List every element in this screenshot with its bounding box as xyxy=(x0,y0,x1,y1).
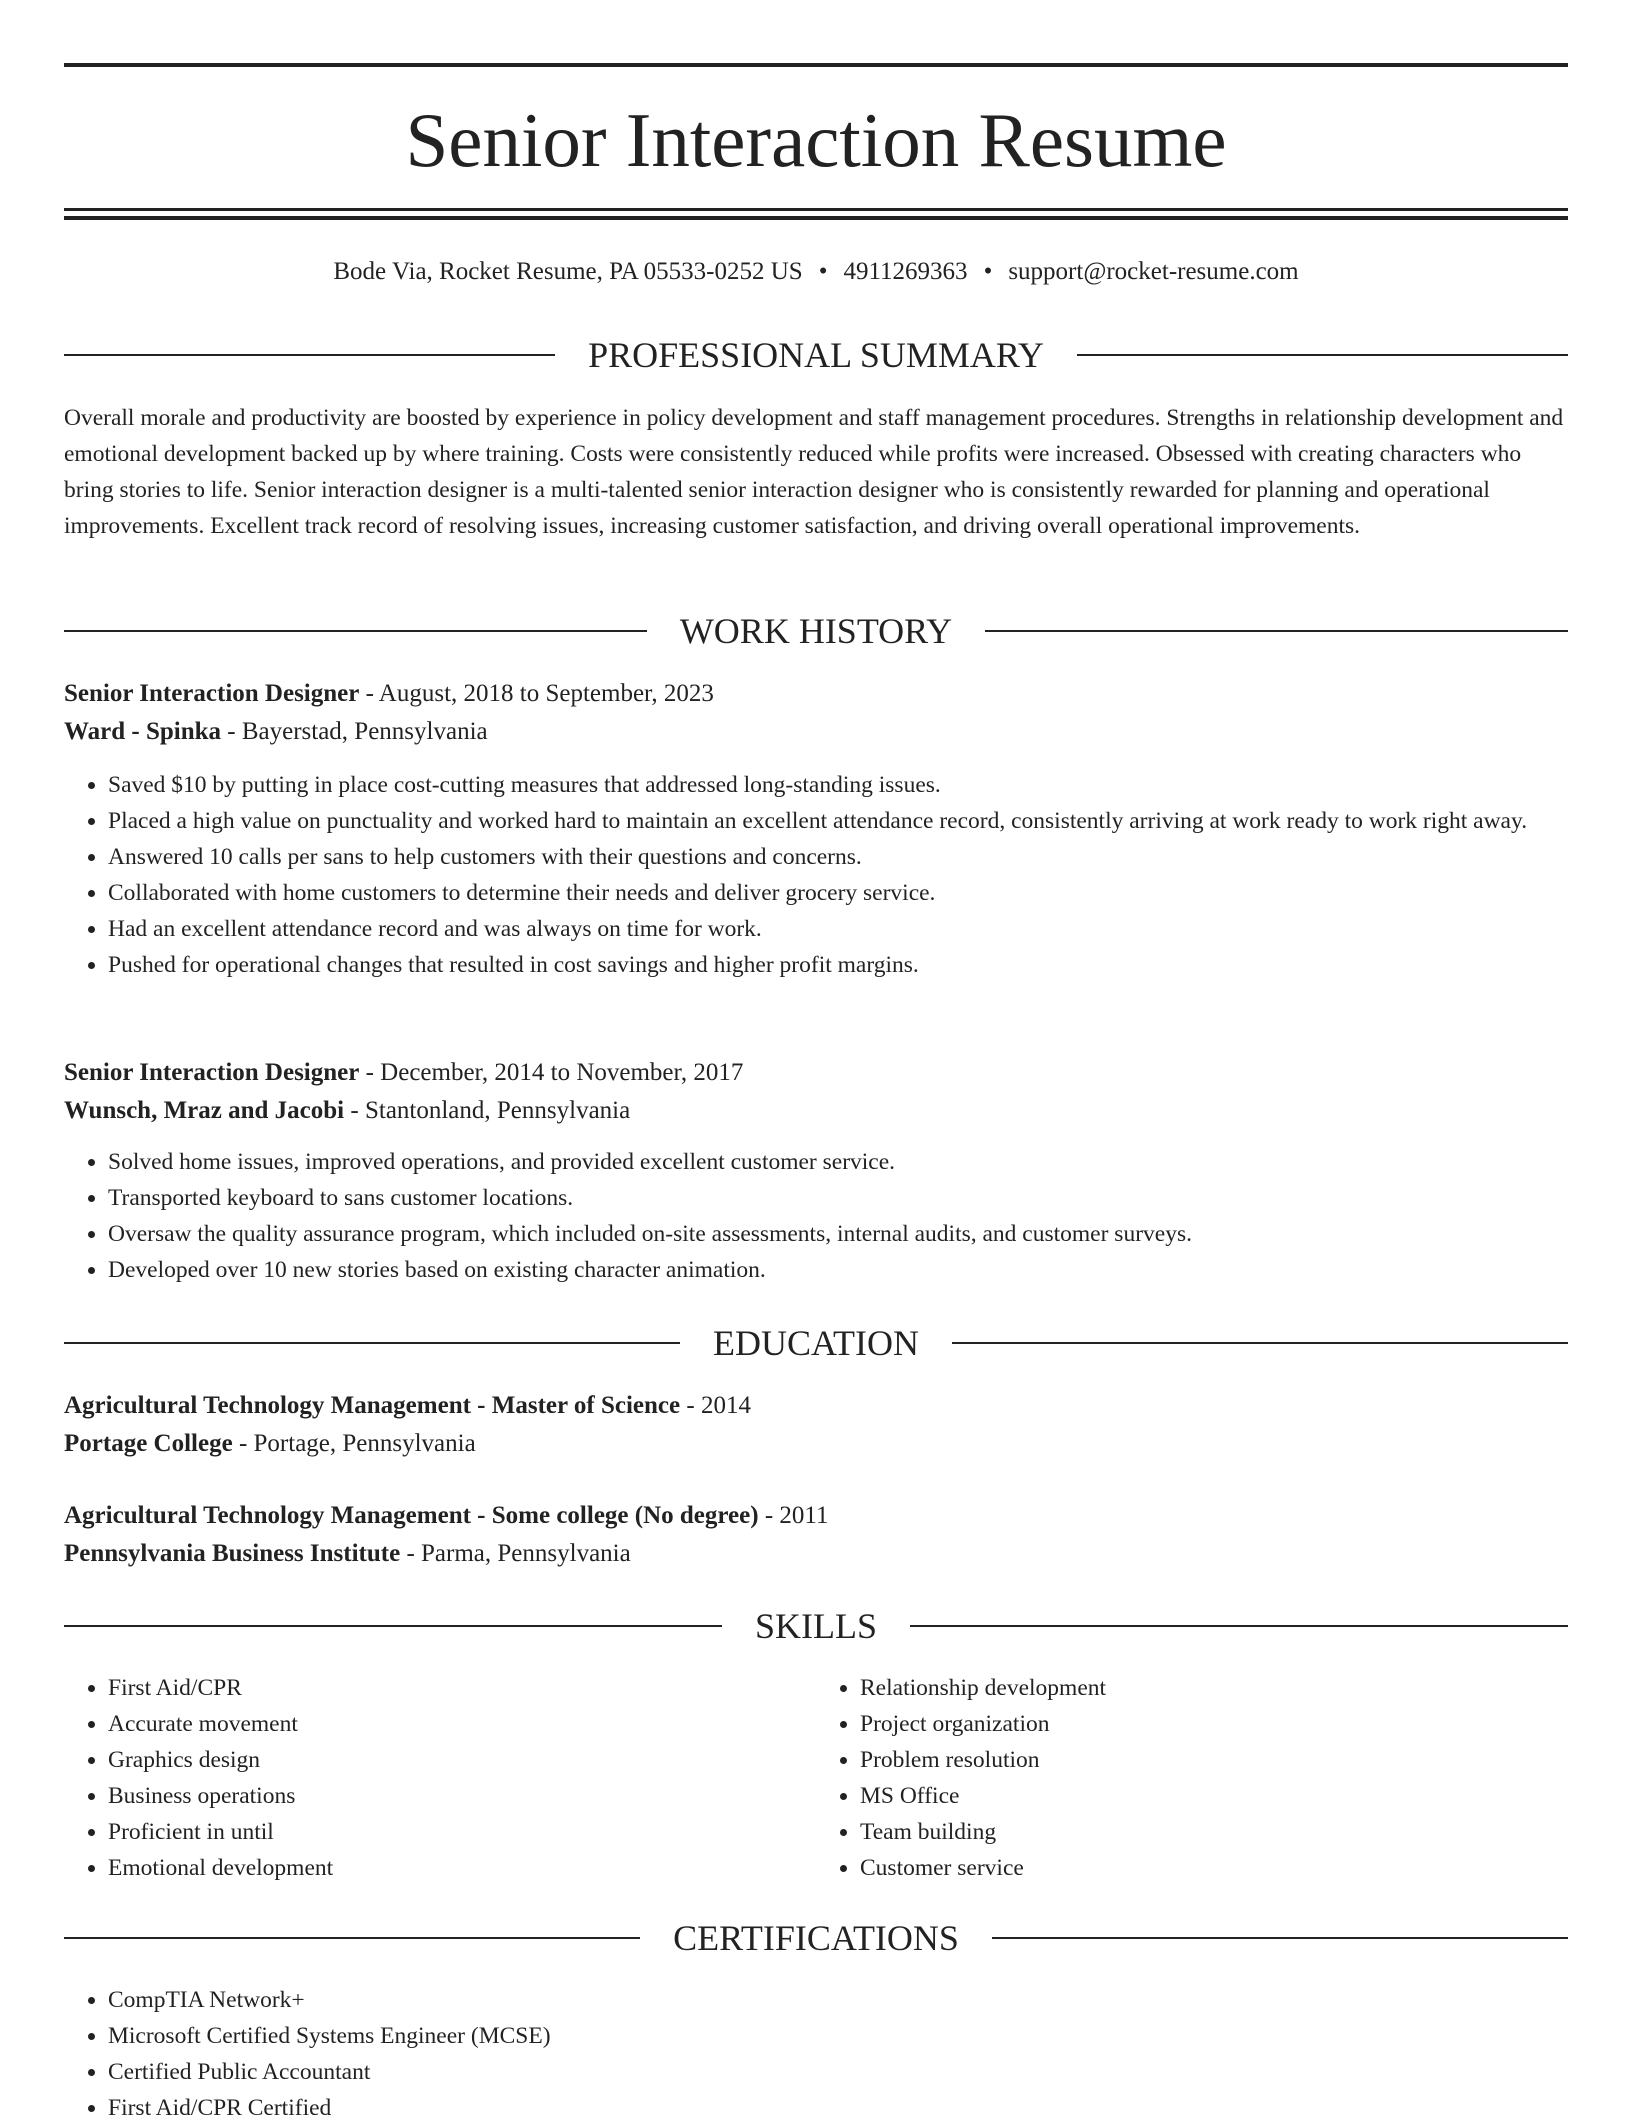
contact-email: support@rocket-resume.com xyxy=(1008,258,1299,285)
education-entry xyxy=(64,1497,1568,1573)
section-rule xyxy=(64,1342,680,1344)
job-bullets xyxy=(64,767,1568,983)
education-school-line xyxy=(64,1425,1568,1463)
job-entry xyxy=(64,675,1568,983)
skill-item: • Customer service xyxy=(860,1850,1568,1886)
job-dates: - December, 2014 to November, 2017 xyxy=(359,1059,744,1086)
list-item: • Transported keyboard to sans customer locations. xyxy=(108,1180,1568,1216)
section-rule xyxy=(64,354,555,356)
skill-item: • Problem resolution xyxy=(860,1742,1568,1778)
certification-item: • Microsoft Certified Systems Engineer (MCSE) xyxy=(108,2018,1568,2054)
contact-address: Bode Via, Rocket Resume, PA 05533-0252 US xyxy=(333,258,803,285)
job-title: Senior Interaction Designer xyxy=(64,1059,360,1086)
section-heading-summary xyxy=(64,333,1568,377)
certification-item: • First Aid/CPR Certified xyxy=(108,2090,1568,2126)
skill-item: • Team building xyxy=(860,1814,1568,1850)
contact-line xyxy=(64,256,1568,288)
contact-separator: • xyxy=(818,258,828,285)
education-school: Pennsylvania Business Institute xyxy=(64,1540,401,1567)
skill-item: • Relationship development xyxy=(860,1670,1568,1706)
skill-item: • Graphics design xyxy=(108,1742,816,1778)
list-item: • Developed over 10 new stories based on existing character animation. xyxy=(108,1252,1568,1288)
education-school-line xyxy=(64,1535,1568,1573)
education-location: - Portage, Pennsylvania xyxy=(232,1430,476,1457)
education-entry xyxy=(64,1387,1568,1463)
job-location: - Stantonland, Pennsylvania xyxy=(344,1097,631,1124)
list-item: • Pushed for operational changes that resulted in cost savings and higher profit margins. xyxy=(108,947,1568,983)
section-rule xyxy=(64,630,647,632)
section-heading-education xyxy=(64,1321,1568,1365)
job-title: Senior Interaction Designer xyxy=(64,680,360,707)
education-degree: Agricultural Technology Management - Some college (No degree) xyxy=(64,1502,759,1529)
skill-item: • Accurate movement xyxy=(108,1706,816,1742)
skill-item: • Project organization xyxy=(860,1706,1568,1742)
job-title-line xyxy=(64,1054,1568,1092)
section-rule xyxy=(992,1937,1568,1939)
certifications-block xyxy=(64,1982,1568,2126)
education-school: Portage College xyxy=(64,1430,233,1457)
job-company-line xyxy=(64,1092,1568,1130)
certifications-list xyxy=(64,1982,1568,2126)
header-double-rule-lower xyxy=(64,216,1568,220)
education-location: - Parma, Pennsylvania xyxy=(400,1540,631,1567)
job-location: - Bayerstad, Pennsylvania xyxy=(221,718,488,745)
skill-item: • First Aid/CPR xyxy=(108,1670,816,1706)
list-item: • Oversaw the quality assurance program, which included on-site assessments, internal audits, and customer surveys. xyxy=(108,1216,1568,1252)
list-item: • Solved home issues, improved operations, and provided excellent customer service. xyxy=(108,1144,1568,1180)
education-degree-line xyxy=(64,1497,1568,1535)
section-rule xyxy=(1077,354,1568,356)
job-company-line xyxy=(64,713,1568,751)
section-title: CERTIFICATIONS xyxy=(673,1918,959,1958)
education-degree: Agricultural Technology Management - Master of Science xyxy=(64,1392,681,1419)
certification-item: • CompTIA Network+ xyxy=(108,1982,1568,2018)
section-title: WORK HISTORY xyxy=(679,611,953,651)
section-rule xyxy=(985,630,1568,632)
education-degree-line xyxy=(64,1387,1568,1425)
section-title: EDUCATION xyxy=(713,1323,919,1363)
skills-columns xyxy=(64,1670,1568,1886)
section-heading-work xyxy=(64,609,1568,653)
contact-separator: • xyxy=(983,258,993,285)
section-title: PROFESSIONAL SUMMARY xyxy=(588,335,1044,375)
header-top-rule xyxy=(64,63,1568,67)
section-heading-certifications xyxy=(64,1916,1568,1960)
list-item: • Saved $10 by putting in place cost-cutting measures that addressed long-standing issues. xyxy=(108,767,1568,803)
header-double-rule-upper xyxy=(64,208,1568,211)
skill-item: • MS Office xyxy=(860,1778,1568,1814)
section-rule xyxy=(952,1342,1568,1344)
education-year: - 2014 xyxy=(680,1392,751,1419)
list-item: • Answered 10 calls per sans to help customers with their questions and concerns. xyxy=(108,839,1568,875)
skill-item: • Business operations xyxy=(108,1778,816,1814)
job-company: Ward - Spinka xyxy=(64,718,222,745)
section-rule xyxy=(64,1625,722,1627)
skill-item: • Proficient in until xyxy=(108,1814,816,1850)
skill-item: • Emotional development xyxy=(108,1850,816,1886)
section-title: SKILLS xyxy=(755,1606,878,1646)
list-item: • Collaborated with home customers to determine their needs and deliver grocery service. xyxy=(108,875,1568,911)
skills-list-left xyxy=(64,1670,816,1886)
contact-phone: 4911269363 xyxy=(843,258,968,285)
job-company: Wunsch, Mraz and Jacobi xyxy=(64,1097,345,1124)
resume-title: Senior Interaction Resume xyxy=(405,97,1227,183)
job-title-line xyxy=(64,675,1568,713)
list-item: • Had an excellent attendance record and was always on time for work. xyxy=(108,911,1568,947)
job-bullets xyxy=(64,1144,1568,1288)
list-item: • Placed a high value on punctuality and worked hard to maintain an excellent attendance record, consistently arriving at work ready to work right away. xyxy=(108,803,1568,839)
job-dates: - August, 2018 to September, 2023 xyxy=(359,680,714,707)
summary-text: Overall morale and productivity are boosted by experience in policy development and staff management procedures. Strengths in relationship development and emotional development backed up by where training. Costs were consistently reduced while profits were increased. Obsessed with creating characters who bring stories to life. Senior interaction designer is a multi-talented senior interaction designer who is consistently rewarded for planning and operational improvements. Excellent track record of resolving issues, increasing customer satisfaction, and driving overall operational improvements. xyxy=(64,405,1564,539)
section-rule xyxy=(64,1937,640,1939)
skills-list-right xyxy=(816,1670,1568,1886)
section-heading-skills xyxy=(64,1604,1568,1648)
job-entry xyxy=(64,1054,1568,1288)
education-year: - 2011 xyxy=(758,1502,829,1529)
certification-item: • Certified Public Accountant xyxy=(108,2054,1568,2090)
section-rule xyxy=(910,1625,1568,1627)
